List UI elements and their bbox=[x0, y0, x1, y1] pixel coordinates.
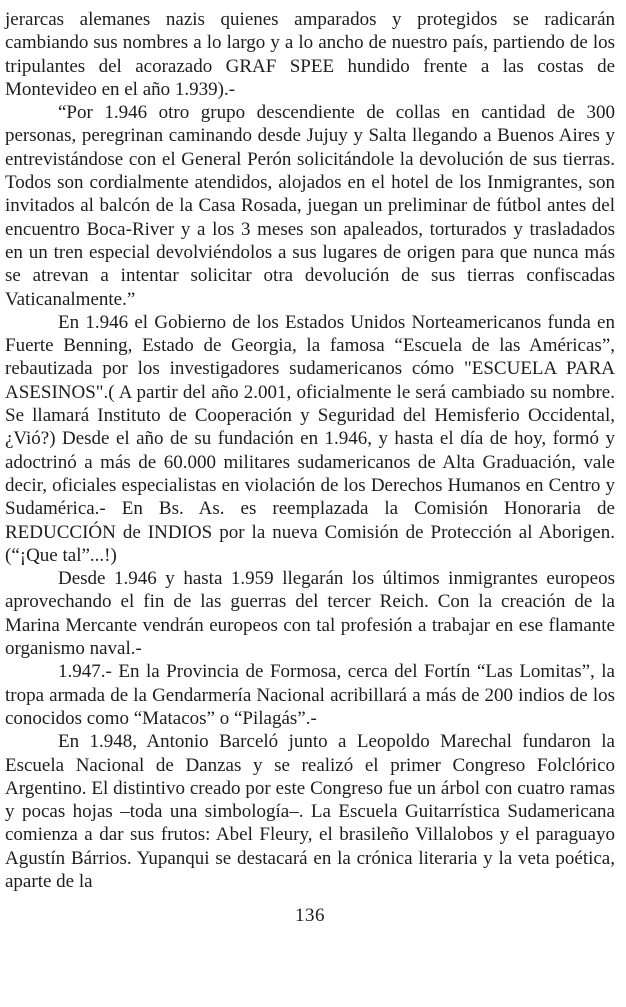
paragraph: jerarcas alemanes nazis quienes amparados y protegidos se radicarán cambiando sus nombres a lo largo y a lo ancho de nuestro país, partiendo de los tripulantes del acorazado GRAF SPEE hundido frente a las costas de Montevideo en el año 1.939).- bbox=[5, 9, 615, 100]
paragraph: En 1.946 el Gobierno de los Estados Unidos Norteamericanos funda en Fuerte Benning, Estado de Georgia, la famosa “Escuela de las Américas”, rebautizada por los investigadores sudamericanos cómo "ESCUELA PARA ASESINOS".( A partir del año 2.001, oficialmente le será cambiado su nombre. Se llamará Instituto de Cooperación y Seguridad del Hemisferio Occidental, ¿Vió?) Desde el año de su fundación en 1.946, y hasta el día de hoy, formó y adoctrinó a más de 60.000 militares sudamericanos de Alta Graduación, vale decir, oficiales especialistas en violación de los Derechos Humanos en Centro y Sudamérica.- En Bs. As. es reemplazada la Comisión Honoraria de REDUCCIÓN de INDIOS por la nueva Comisión de Protección al Aborigen. (“¡Que tal”...!) bbox=[5, 311, 615, 566]
paragraph: Desde 1.946 y hasta 1.959 llegarán los últimos inmigrantes europeos aprovechando el fin de las guerras del tercer Reich. Con la creación de la Marina Mercante vendrán europeos con tal profesión a trabajar en ese flamante organismo naval.- bbox=[5, 568, 615, 660]
page-number: 136 bbox=[295, 905, 325, 927]
text-block bbox=[5, 8, 615, 893]
paragraph: “Por 1.946 otro grupo descendiente de collas en cantidad de 300 personas, peregrinan caminando desde Jujuy y Salta llegando a Buenos Aires y entrevistándose con el General Perón solicitándole la devolución de sus tierras. Todos son cordialmente atendidos, alojados en el hotel de los Inmigrantes, son invitados al balcón de la Casa Rosada, juegan un preliminar de fútbol antes del encuentro Boca-River y a los 3 meses son apaleados, torturados y trasladados en un tren especial devolviéndolos a sus lugares de origen para que nunca más se atrevan a intentar solicitar otra devolución de sus tierras confiscadas Vaticanalmente.” bbox=[5, 102, 615, 310]
paragraph: 1.947.- En la Provincia de Formosa, cerca del Fortín “Las Lomitas”, la tropa armada de la Gendarmería Nacional acribillará a más de 200 indios de los conocidos como “Matacos” o “Pilagás”.- bbox=[5, 661, 615, 729]
paragraph: En 1.948, Antonio Barceló junto a Leopoldo Marechal fundaron la Escuela Nacional de Danzas y se realizó el primer Congreso Folclórico Argentino. El distintivo creado por este Congreso fue un árbol con cuatro ramas y pocas hojas –toda una simbología–. La Escuela Guitarrística Sudamericana comienza a dar sus frutos: Abel Fleury, el brasileño Villalobos y el paraguayo Agustín Bárrios. Yupanqui se destacará en la crónica literaria y la veta poética, aparte de la bbox=[5, 731, 615, 892]
